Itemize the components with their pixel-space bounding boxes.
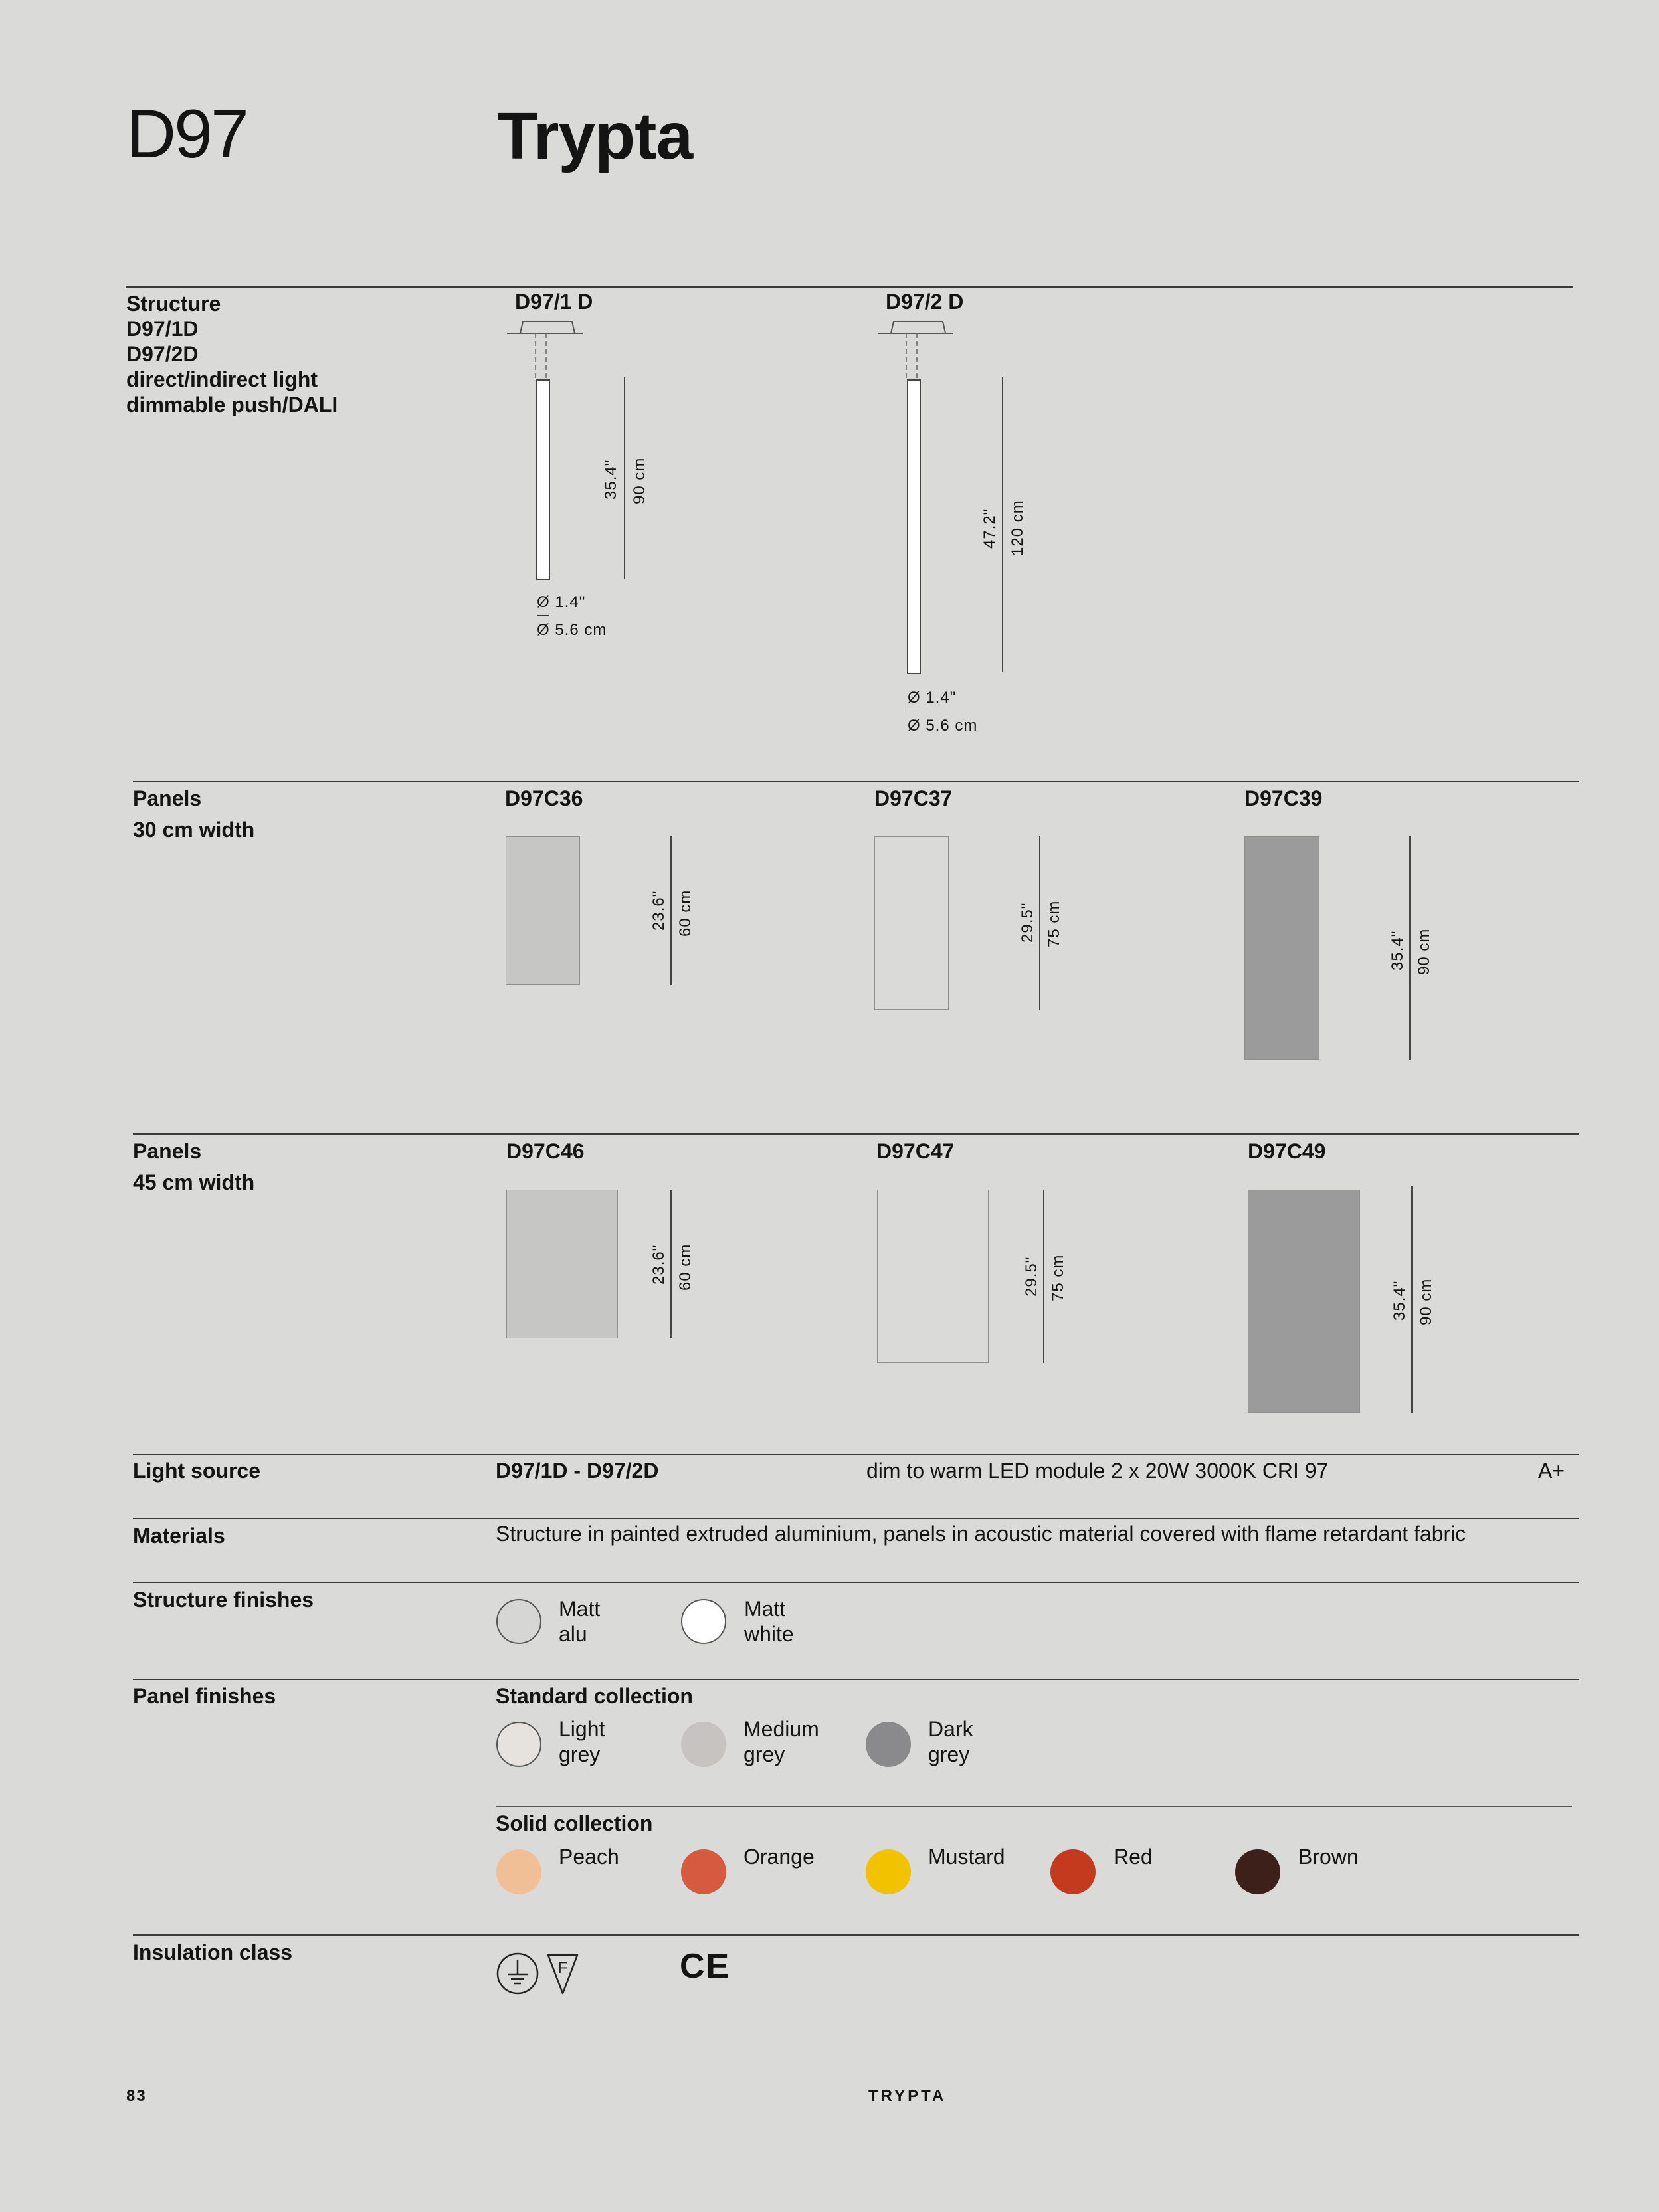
section-divider [133, 1679, 1579, 1680]
panel-d97c39 [1244, 836, 1319, 1060]
section-divider [133, 1518, 1579, 1519]
dimension-height-in: 23.6" [650, 890, 668, 931]
panel-d97c47 [877, 1190, 989, 1363]
panel-d97c49 [1248, 1190, 1360, 1413]
f-mark-icon [546, 1953, 579, 1995]
swatch-medium-grey [681, 1722, 726, 1767]
dimension-height-cm: 75 cm [1049, 1254, 1067, 1301]
section-divider [133, 1454, 1579, 1455]
swatch-mustard [866, 1849, 911, 1894]
dimension-height-cm: 60 cm [676, 889, 694, 937]
dimension-height-cm: 60 cm [676, 1244, 694, 1291]
section-divider [133, 1934, 1579, 1936]
finish-label-matt-alu: Matt alu [559, 1597, 601, 1646]
diameter-label: Ø 1.4" Ø 5.6 cm [908, 689, 978, 735]
section-divider [133, 781, 1579, 782]
finish-label-red: Red [1114, 1845, 1153, 1869]
dimension-height-cm: 120 cm [1009, 500, 1026, 556]
finish-label-light-grey: Light grey [559, 1717, 605, 1766]
panel-finishes-label: Panel finishes [133, 1684, 276, 1708]
swatch-dark-grey [866, 1722, 911, 1767]
product-code: D97 [126, 96, 247, 173]
model-d97c37: D97C37 [874, 786, 953, 810]
structure-finishes-label: Structure finishes [133, 1588, 314, 1612]
dimension-height-cm: 90 cm [631, 457, 648, 504]
dimension-line [624, 377, 625, 579]
dimension-height-in: 29.5" [1019, 902, 1036, 943]
finish-label-peach: Peach [559, 1845, 619, 1869]
light-source-models: D97/1D - D97/2D [496, 1459, 659, 1483]
collection-divider [496, 1806, 1572, 1807]
insulation-class-label: Insulation class [133, 1940, 293, 1964]
dimension-line [670, 836, 672, 985]
finish-label-mustard: Mustard [928, 1845, 1005, 1869]
model-d97c39: D97C39 [1244, 786, 1323, 810]
dimension-line [1043, 1190, 1044, 1363]
dimension-height-cm: 90 cm [1415, 928, 1433, 975]
light-source-spec: dim to warm LED module 2 x 20W 3000K CRI 97 [866, 1459, 1329, 1483]
panel-d97c37 [874, 836, 949, 1010]
finish-label-medium-grey: Medium grey [743, 1717, 819, 1766]
dimension-height-cm: 90 cm [1417, 1278, 1435, 1325]
section-divider [133, 1133, 1579, 1135]
pendant-drawing-d97-2d [872, 319, 965, 678]
model-d97c36: D97C36 [505, 786, 583, 810]
dimension-height-in: 35.4" [602, 459, 620, 500]
dimension-line [1409, 836, 1411, 1060]
swatch-red [1050, 1849, 1096, 1894]
page-number: 83 [126, 2087, 147, 2105]
swatch-peach [496, 1849, 541, 1894]
swatch-matt-white [681, 1599, 726, 1644]
dimension-line [670, 1190, 672, 1338]
footer-product-name: TRYPTA [868, 2087, 947, 2105]
pendant-drawing-d97-1d [502, 319, 595, 585]
swatch-light-grey [496, 1722, 541, 1767]
model-d97-2d: D97/2 D [886, 290, 964, 314]
finish-label-matt-white: Matt white [744, 1597, 794, 1646]
light-source-label: Light source [133, 1459, 261, 1483]
dimension-height-in: 35.4" [1389, 930, 1407, 970]
model-d97c46: D97C46 [506, 1139, 585, 1163]
dimension-height-cm: 75 cm [1045, 900, 1063, 947]
product-title: Trypta [497, 99, 693, 173]
materials-text: Structure in painted extruded aluminium, panels in acoustic material covered with flame retardant fabric [496, 1522, 1466, 1546]
dimension-height-in: 23.6" [650, 1244, 668, 1285]
swatch-matt-alu [496, 1599, 541, 1644]
energy-class: A+ [1538, 1459, 1565, 1483]
swatch-brown [1235, 1849, 1280, 1894]
dimension-height-in: 47.2" [981, 508, 999, 549]
section-divider [133, 1582, 1579, 1583]
dimension-line [1411, 1186, 1413, 1413]
dimension-line [1002, 377, 1003, 672]
model-d97c47: D97C47 [876, 1139, 955, 1163]
dimension-height-in: 29.5" [1023, 1256, 1040, 1297]
ce-mark-icon: CE [680, 1947, 731, 1985]
finish-label-orange: Orange [743, 1845, 815, 1869]
panels-45-label: Panels 45 cm width [133, 1139, 255, 1194]
section-divider [126, 286, 1573, 288]
finish-label-brown: Brown [1298, 1845, 1359, 1869]
model-d97c49: D97C49 [1248, 1139, 1326, 1163]
panel-d97c46 [506, 1190, 618, 1338]
dimension-line [1039, 836, 1040, 1010]
diameter-label: Ø 1.4" Ø 5.6 cm [537, 593, 607, 639]
dimension-height-in: 35.4" [1391, 1280, 1409, 1321]
structure-label: Structure D97/1D D97/2D direct/indirect light dimmable push/DALI [126, 292, 338, 416]
swatch-orange [681, 1849, 726, 1894]
panel-d97c36 [506, 836, 580, 985]
model-d97-1d: D97/1 D [515, 290, 593, 314]
svg-text:F: F [557, 1959, 568, 1977]
finish-label-dark-grey: Dark grey [928, 1717, 973, 1766]
earth-ground-icon [496, 1952, 539, 1995]
standard-collection-title: Standard collection [496, 1684, 693, 1708]
panels-30-label: Panels 30 cm width [133, 786, 255, 842]
solid-collection-title: Solid collection [496, 1811, 653, 1835]
materials-label: Materials [133, 1524, 225, 1548]
